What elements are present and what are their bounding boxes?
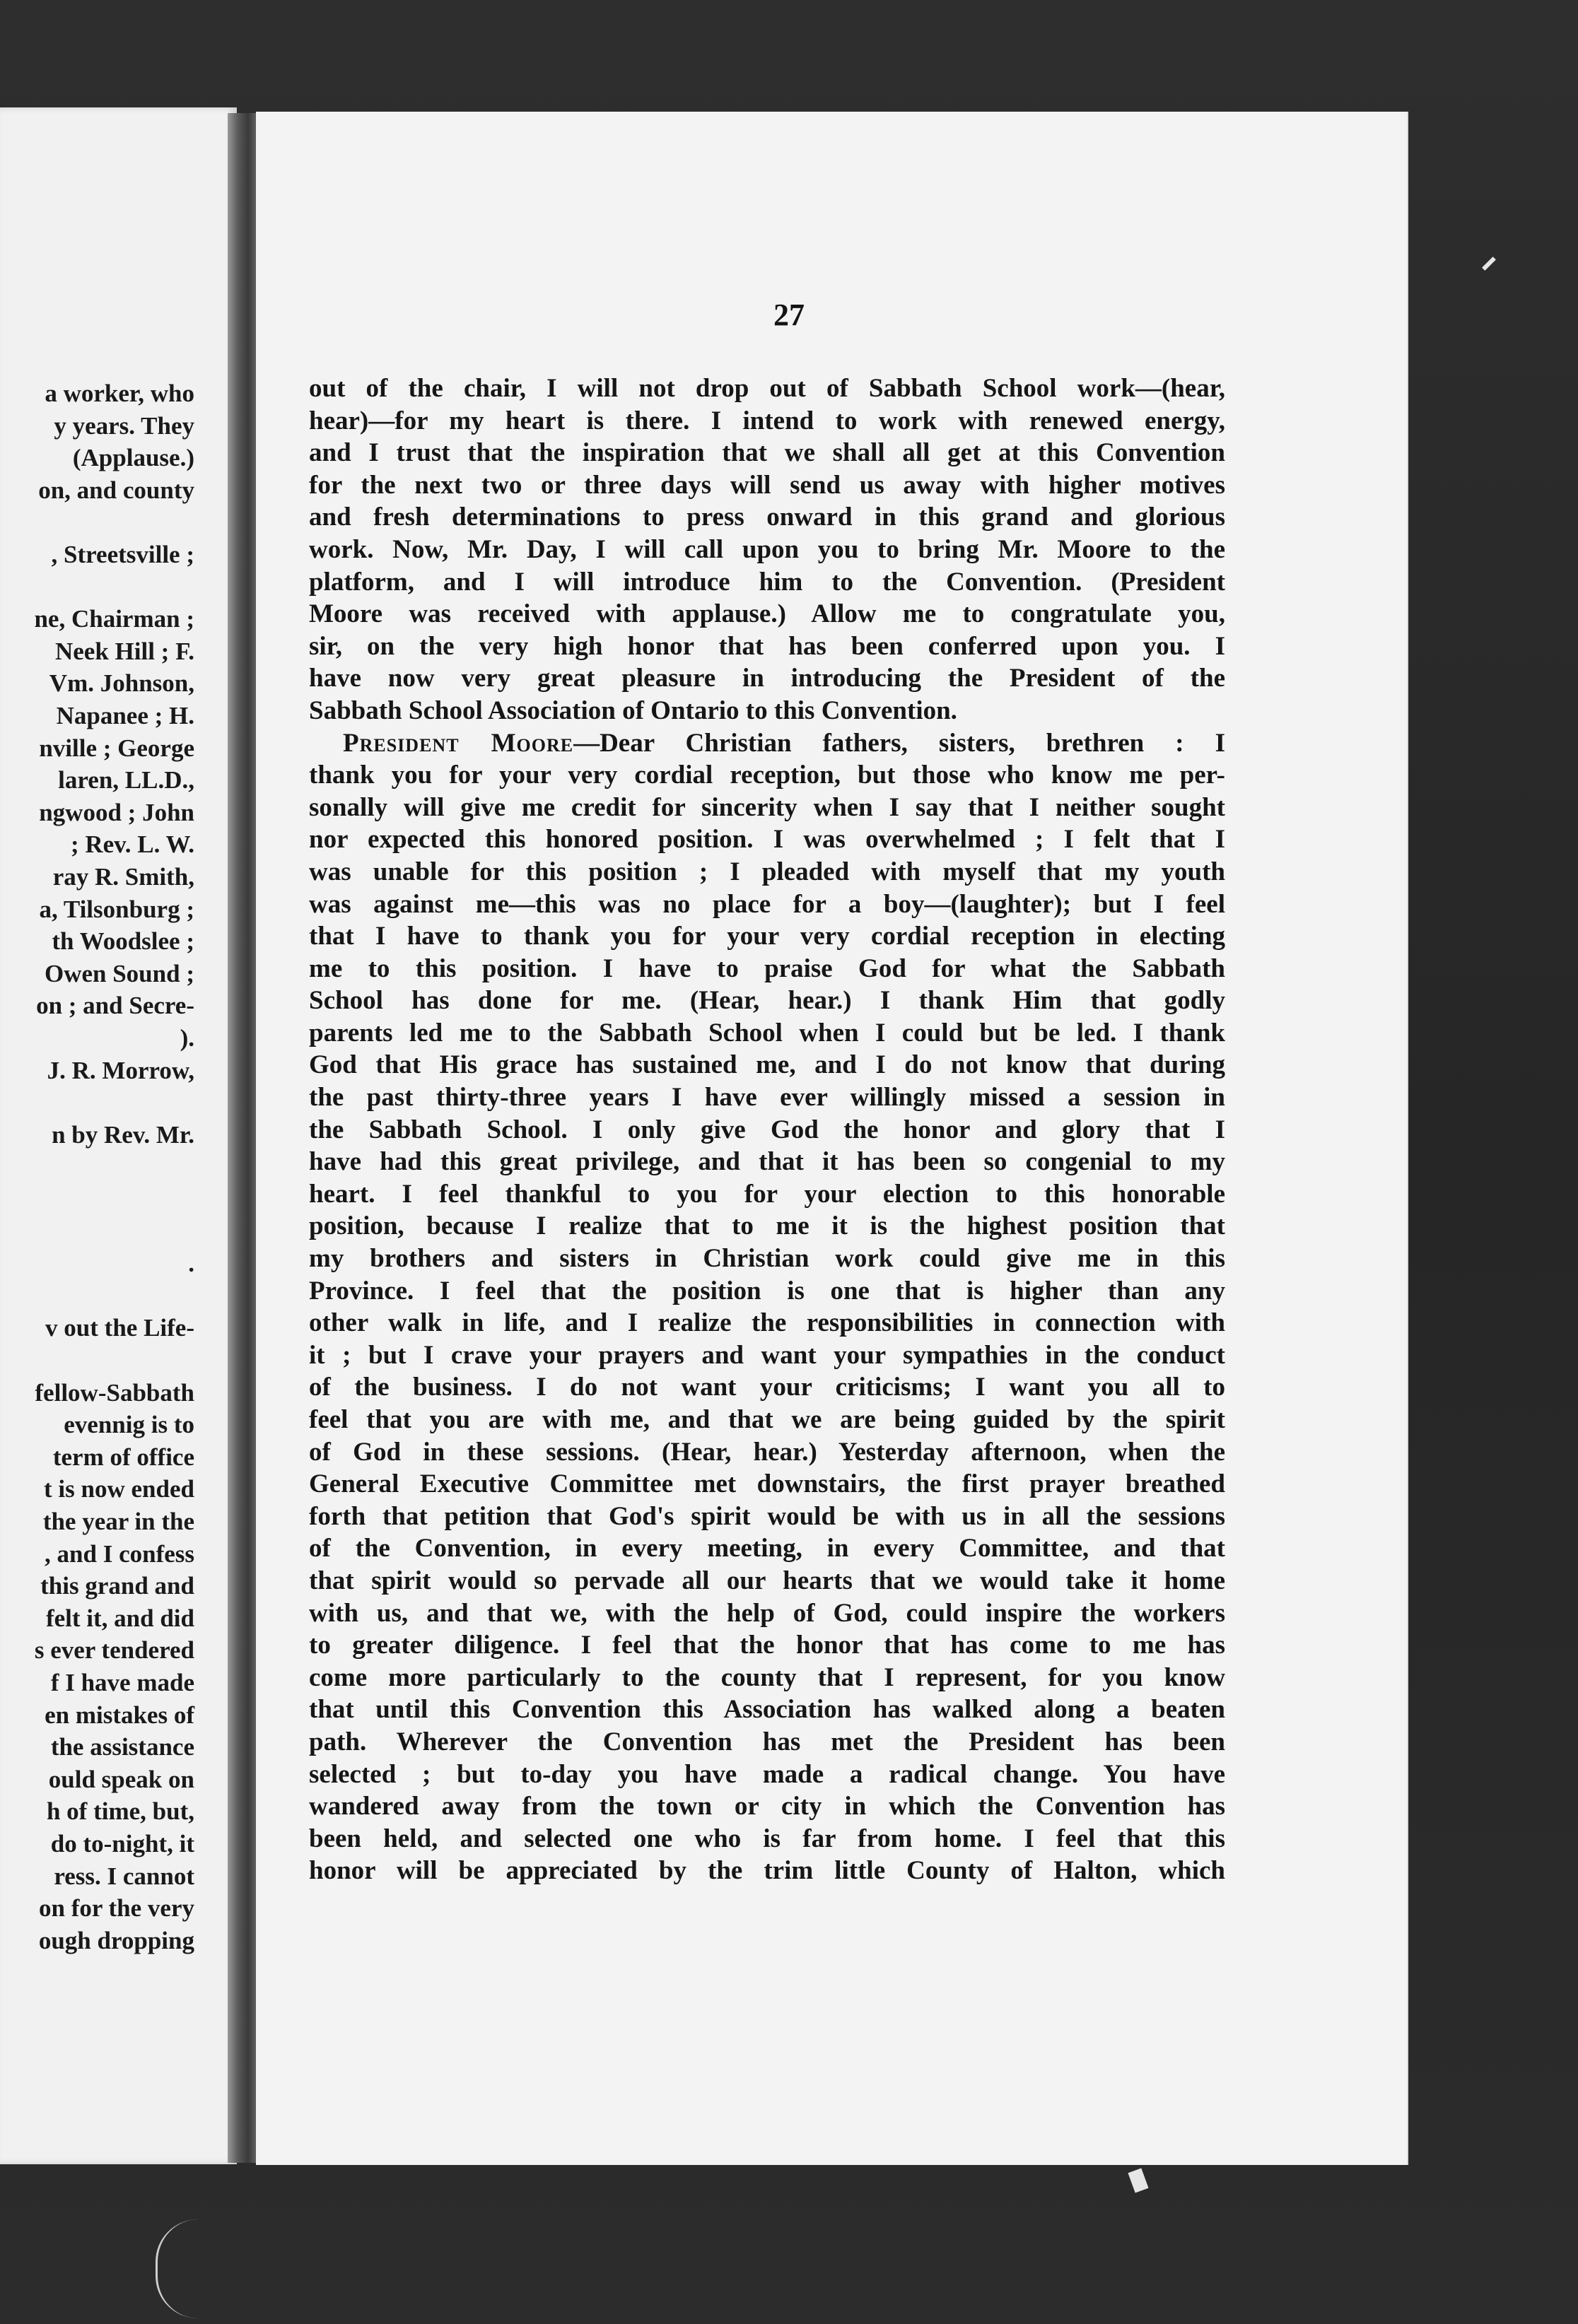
text-line: parents led me to the Sabbath School when I could but be led. I thank <box>309 1018 1225 1047</box>
text-line: nor expected this honored position. I was overwhelmed ; I felt that I <box>309 825 1225 855</box>
text-line: God that His grace has sustained me, and I do not know that during <box>309 1050 1225 1080</box>
speech-first-line <box>309 727 1225 760</box>
text-line: position, because I realize that to me it is the highest position that <box>309 1211 1225 1241</box>
fragment-line: th Woodslee ; <box>52 927 194 956</box>
text-line: come more particularly to the county that I represent, for you know <box>309 1662 1225 1692</box>
fragment-line: ould speak on <box>48 1765 194 1793</box>
text-line: have now very great pleasure in introducing the President of the <box>309 664 1225 693</box>
text-line: that until this Convention this Association has walked along a beaten <box>309 1695 1225 1725</box>
fragment-line: ress. I cannot <box>54 1862 194 1890</box>
page-curl-edge <box>156 2219 221 2318</box>
fragment-line: term of office <box>52 1443 194 1471</box>
text-line: it ; but I crave your prayers and want your sympathies in the conduct <box>309 1340 1225 1370</box>
fragment-line: , and I confess <box>45 1539 194 1568</box>
speaker-name: President Moore <box>343 728 574 758</box>
fragment-line: y years. They <box>54 411 194 440</box>
fragment-line: fellow-Sabbath <box>35 1378 194 1407</box>
fragment-line: s ever tendered <box>34 1636 194 1665</box>
fragment-line: ne, Chairman ; <box>34 605 194 633</box>
text-line: and fresh determinations to press onward in this grand and glorious <box>309 503 1225 532</box>
text-line: my brothers and sisters in Christian work could give me in this <box>309 1244 1225 1274</box>
text-line: that I have to thank you for your very cordial reception in electing <box>309 922 1225 951</box>
text-line: of the Convention, in every meeting, in every Committee, and that <box>309 1534 1225 1563</box>
fragment-line: h of time, but, <box>46 1797 194 1826</box>
text-line: sonally will give me credit for sincerity when I say that I neither sought <box>309 792 1225 822</box>
page-number: 27 <box>773 298 805 332</box>
text-line: feel that you are with me, and that we are being guided by the spirit <box>309 1405 1225 1434</box>
fragment-line: ray R. Smith, <box>52 863 194 891</box>
text-line: and I trust that the inspiration that we shall all get at this Convention <box>309 438 1225 468</box>
fragment-line: t is now ended <box>44 1475 194 1503</box>
text-line: School has done for me. (Hear, hear.) I thank Him that godly <box>309 986 1225 1016</box>
fragment-line: f I have made <box>50 1669 194 1696</box>
text-line: with us, and that we, with the help of God, could inspire the workers <box>309 1598 1225 1628</box>
fragment-line: en mistakes of <box>45 1701 194 1729</box>
fragment-line: nville ; George <box>39 734 194 762</box>
text-line: the Sabbath School. I only give God the honor and glory that I <box>309 1115 1225 1144</box>
text-line: work. Now, Mr. Day, I will call upon you to bring Mr. Moore to the <box>309 534 1225 564</box>
page-body-text <box>309 372 1225 1887</box>
fragment-line: (Applause.) <box>72 444 194 472</box>
fragment-line: a worker, who <box>45 380 194 407</box>
text-line: honor will be appreciated by the trim little County of Halton, which <box>309 1856 1225 1886</box>
text-line: Moore was received with applause.) Allow me to congratulate you, <box>309 599 1225 629</box>
text-line: Sabbath School Association of Ontario to this Convention. <box>309 696 957 725</box>
text-line: of the business. I do not want your criticisms; I want you all to <box>309 1373 1225 1402</box>
fragment-line: ough dropping <box>38 1926 194 1954</box>
fragment-line: on, and county <box>38 476 194 504</box>
fragment-line: J. R. Morrow, <box>47 1056 194 1084</box>
fragment-line: do to-night, it <box>50 1830 194 1858</box>
facing-page-left <box>0 107 237 2164</box>
text-line: was against me—this was no place for a boy—(laughter); but I feel <box>309 889 1225 919</box>
fragment-line: n by Rev. Mr. <box>52 1120 194 1149</box>
fragment-line: , Streetsville ; <box>51 541 194 568</box>
fragment-line: on for the very <box>39 1894 194 1923</box>
text-line: heart. I feel thankful to you for your election to this honorable <box>309 1179 1225 1209</box>
text-line: me to this position. I have to praise God for what the Sabbath <box>309 953 1225 983</box>
text-line: that spirit would so pervade all our hearts that we would take it home <box>309 1566 1225 1595</box>
text-line: General Executive Committee met downstairs, the first prayer breathed <box>309 1469 1225 1499</box>
text-line: wandered away from the town or city in which the Convention has <box>309 1792 1225 1821</box>
fragment-line: ngwood ; John <box>39 798 194 826</box>
fragment-line: felt it, and did <box>45 1604 194 1632</box>
text-line: was unable for this position ; I pleaded with myself that my youth <box>309 857 1225 886</box>
text-line: out of the chair, I will not drop out of Sabbath School work—(hear, <box>309 374 1225 403</box>
speech-opening: —Dear Christian fathers, sisters, brethren : I <box>573 728 1225 758</box>
text-line: been held, and selected one who is far from home. I feel that this <box>309 1824 1225 1853</box>
text-line: Province. I feel that the position is one that is higher than any <box>309 1276 1225 1305</box>
fragment-line: the year in the <box>42 1508 194 1535</box>
paragraph-president-moore-speech <box>309 727 1225 1887</box>
text-line: have had this great privilege, and that it has been so congenial to my <box>309 1147 1225 1177</box>
fragment-line: the assistance <box>50 1733 194 1761</box>
paragraph-chairman-remarks <box>309 372 1225 727</box>
fragment-line: evennig is to <box>64 1411 194 1439</box>
fragment-line: ). <box>180 1024 194 1052</box>
fragment-line: on ; and Secre- <box>36 992 194 1020</box>
text-line: for the next two or three days will send us away with higher motives <box>309 470 1225 500</box>
fragment-line: a, Tilsonburg ; <box>39 895 194 923</box>
text-line: path. Wherever the Convention has met the President has been <box>309 1727 1225 1756</box>
fragment-line: . <box>188 1250 194 1278</box>
text-line: platform, and I will introduce him to the Convention. (President <box>309 567 1225 597</box>
text-line: of God in these sessions. (Hear, hear.) Yesterday afternoon, when the <box>309 1437 1225 1467</box>
text-line: the past thirty-three years I have ever willingly missed a session in <box>309 1083 1225 1113</box>
text-line: sir, on the very high honor that has been conferred upon you. I <box>309 631 1225 661</box>
text-line: other walk in life, and I realize the responsibilities in connection with <box>309 1308 1225 1338</box>
text-line: to greater diligence. I feel that the honor that has come to me has <box>309 1631 1225 1660</box>
text-line: selected ; but to-day you have made a radical change. You have <box>309 1759 1225 1789</box>
fragment-line: Napanee ; H. <box>56 702 194 729</box>
text-line: thank you for your very cordial reception, but those who know me per- <box>309 761 1225 790</box>
fragment-line: Vm. Johnson, <box>49 669 194 698</box>
fragment-line: v out the Life- <box>45 1314 194 1342</box>
fragment-line: this grand and <box>40 1572 194 1600</box>
fragment-line: Owen Sound ; <box>44 959 194 987</box>
text-line: forth that petition that God's spirit would be with us in all the sessions <box>309 1501 1225 1531</box>
fragment-line: Neek Hill ; F. <box>54 637 194 665</box>
fragment-line: ; Rev. L. W. <box>70 831 194 859</box>
fragment-line: laren, LL.D., <box>58 766 194 794</box>
text-line: hear)—for my heart is there. I intend to work with renewed energy, <box>309 406 1225 435</box>
